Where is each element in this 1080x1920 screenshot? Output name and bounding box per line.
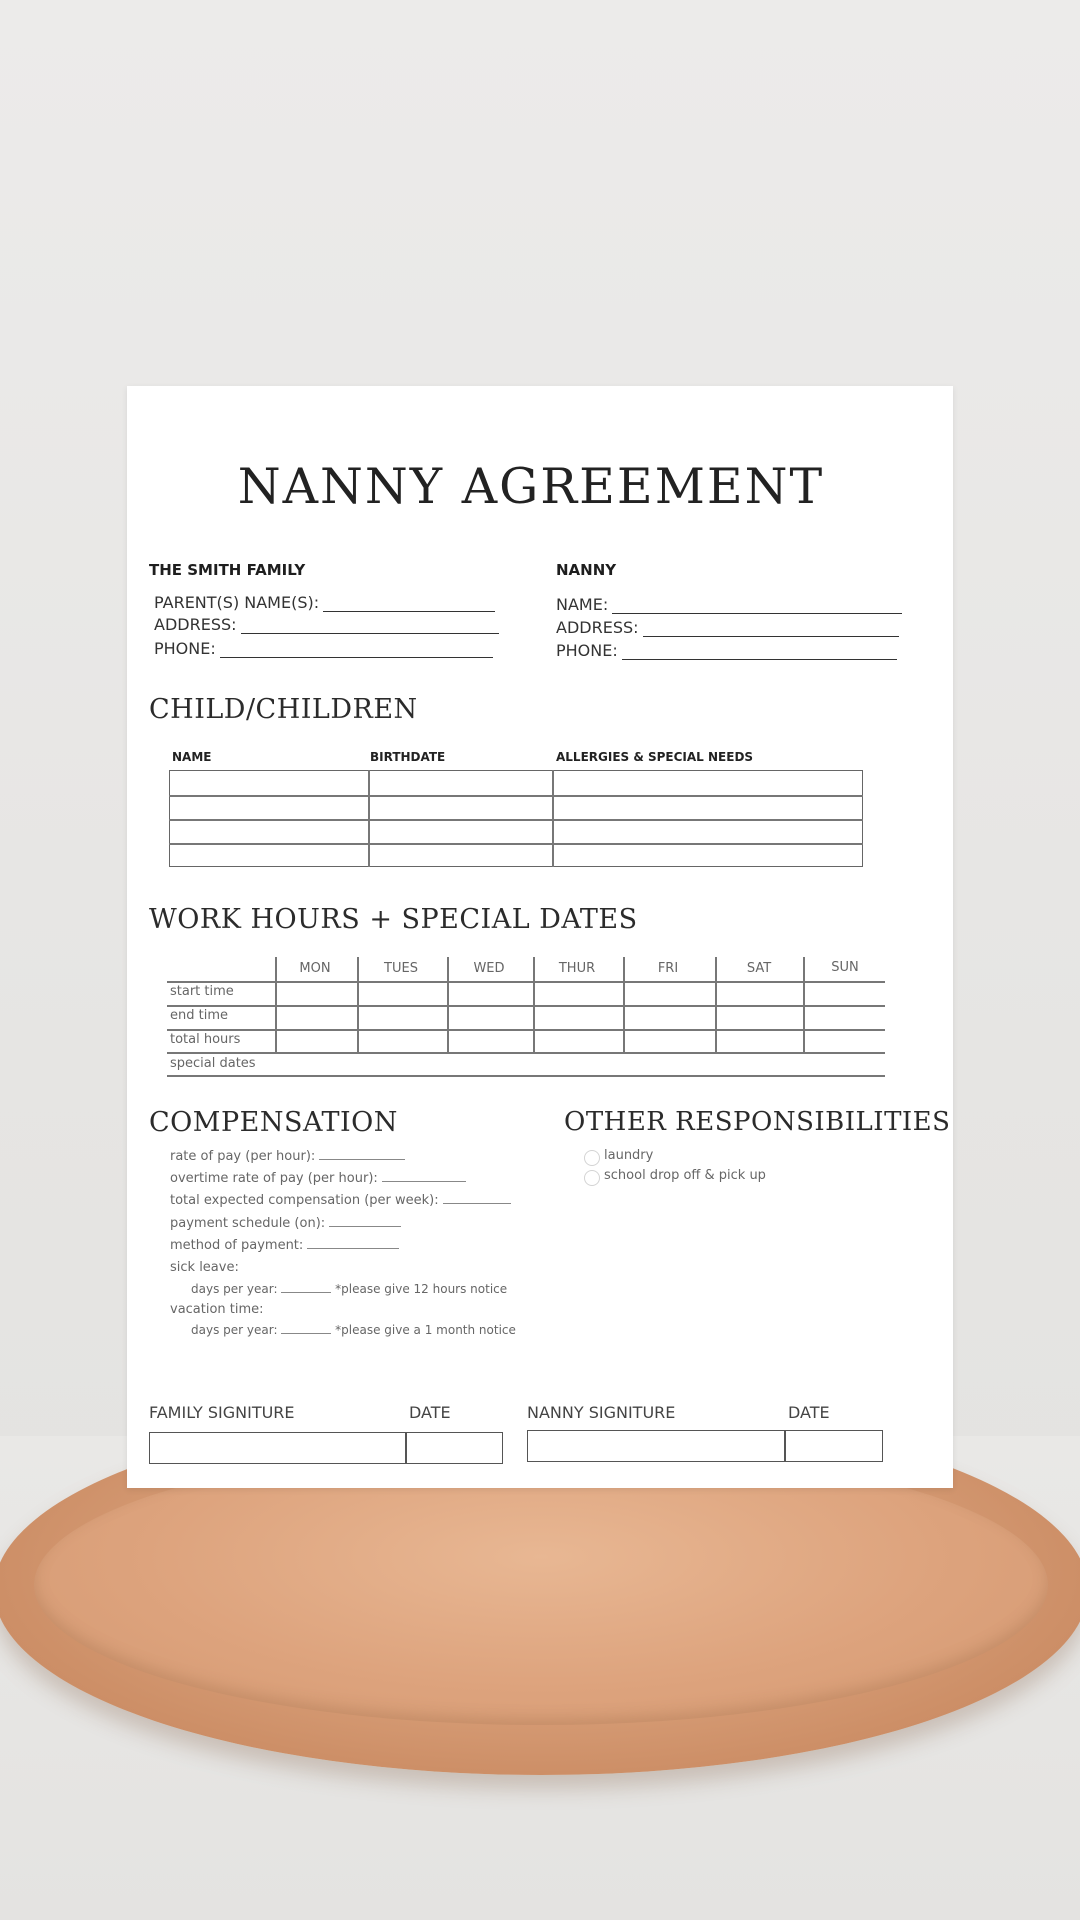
comp-rate-field[interactable] [170, 1149, 405, 1164]
comp-vacation-days-line [281, 1323, 331, 1334]
family-phone-line [220, 645, 493, 658]
work-hours-heading: WORK HOURS + SPECIAL DATES [149, 904, 638, 935]
comp-vacation-note: *please give a 1 month notice [335, 1323, 516, 1337]
day-sun: SUN [831, 960, 859, 975]
family-parent-name-line [323, 599, 495, 612]
row-start-time: start time [170, 984, 234, 999]
responsibility-school-dropoff: school drop off & pick up [604, 1168, 766, 1183]
family-address-field[interactable] [154, 615, 499, 634]
row-special-dates: special dates [170, 1056, 256, 1071]
day-fri: FRI [657, 961, 679, 976]
school-dropoff-radio[interactable] [584, 1170, 600, 1186]
comp-schedule-line [329, 1216, 401, 1227]
comp-overtime-line [382, 1171, 466, 1182]
children-row-divider [169, 819, 863, 821]
nanny-signature-label: NANNY SIGNITURE [527, 1403, 676, 1422]
family-address-line [241, 621, 499, 634]
family-parent-name-field[interactable] [154, 593, 495, 612]
comp-method-line [307, 1238, 399, 1249]
laundry-radio[interactable] [584, 1150, 600, 1166]
comp-total-line [443, 1193, 511, 1204]
comp-schedule-field[interactable] [170, 1216, 401, 1231]
family-parent-name-label: PARENT(S) NAME(S): [154, 593, 320, 612]
day-tues: TUES [384, 961, 418, 976]
nanny-address-line [643, 624, 899, 637]
comp-sick-days-label: days per year: [191, 1282, 278, 1296]
family-date-label: DATE [409, 1403, 451, 1422]
nanny-heading: NANNY [556, 561, 617, 579]
nanny-signature-box[interactable] [527, 1430, 785, 1462]
children-col-name: NAME [172, 750, 212, 764]
nanny-name-field[interactable] [556, 595, 902, 614]
family-signature-box[interactable] [149, 1432, 406, 1464]
work-grid-col [623, 957, 625, 1053]
family-heading: THE SMITH FAMILY [149, 561, 306, 579]
family-phone-field[interactable] [154, 639, 493, 658]
nanny-name-line [612, 601, 902, 614]
row-total-hours: total hours [170, 1032, 241, 1047]
work-grid-col [357, 957, 359, 1053]
children-heading: CHILD/CHILDREN [149, 694, 418, 725]
comp-sick-days-line [281, 1282, 331, 1293]
work-grid-col [715, 957, 717, 1053]
document-title: NANNY AGREEMENT [237, 458, 825, 515]
children-row-divider [169, 843, 863, 845]
children-col-divider [368, 770, 370, 867]
day-wed: WED [473, 961, 505, 976]
nanny-address-label: ADDRESS: [556, 618, 639, 637]
comp-method-field[interactable] [170, 1238, 399, 1253]
comp-rate-label: rate of pay (per hour): [170, 1149, 316, 1164]
nanny-phone-field[interactable] [556, 641, 897, 660]
nanny-date-label: DATE [788, 1403, 830, 1422]
responsibilities-heading: OTHER RESPONSIBILITIES [564, 1107, 951, 1137]
work-grid-col [803, 957, 805, 1053]
comp-total-label: total expected compensation (per week): [170, 1193, 439, 1208]
day-sat: SAT [746, 961, 772, 976]
nanny-name-label: NAME: [556, 595, 609, 614]
comp-sick-leave-label: sick leave: [170, 1260, 239, 1275]
comp-rate-line [319, 1149, 405, 1160]
comp-total-field[interactable] [170, 1193, 511, 1208]
family-address-label: ADDRESS: [154, 615, 237, 634]
comp-overtime-field[interactable] [170, 1171, 466, 1186]
family-date-box[interactable] [406, 1432, 503, 1464]
comp-overtime-label: overtime rate of pay (per hour): [170, 1171, 378, 1186]
agreement-paper [127, 386, 953, 1488]
comp-vacation-label: vacation time: [170, 1302, 264, 1317]
comp-vacation-days-label: days per year: [191, 1323, 278, 1337]
work-grid-col [533, 957, 535, 1053]
children-col-allergies: ALLERGIES & SPECIAL NEEDS [556, 750, 754, 764]
work-grid-col [275, 957, 277, 1053]
responsibility-laundry: laundry [604, 1148, 654, 1163]
children-col-divider [552, 770, 554, 867]
comp-schedule-label: payment schedule (on): [170, 1216, 326, 1231]
family-phone-label: PHONE: [154, 639, 216, 658]
row-end-time: end time [170, 1008, 228, 1023]
comp-sick-days-field[interactable] [191, 1282, 507, 1296]
nanny-phone-line [622, 647, 897, 660]
nanny-address-field[interactable] [556, 618, 899, 637]
comp-vacation-days-field[interactable] [191, 1323, 516, 1337]
children-col-birthdate: BIRTHDATE [370, 750, 446, 764]
day-thur: THUR [558, 961, 596, 976]
nanny-date-box[interactable] [785, 1430, 883, 1462]
nanny-phone-label: PHONE: [556, 641, 618, 660]
comp-method-label: method of payment: [170, 1238, 304, 1253]
family-signature-label: FAMILY SIGNITURE [149, 1403, 295, 1422]
work-grid-line [167, 1075, 885, 1077]
compensation-heading: COMPENSATION [149, 1107, 398, 1138]
comp-sick-note: *please give 12 hours notice [335, 1282, 508, 1296]
day-mon: MON [299, 961, 331, 976]
children-row-divider [169, 795, 863, 797]
work-grid-col [447, 957, 449, 1053]
